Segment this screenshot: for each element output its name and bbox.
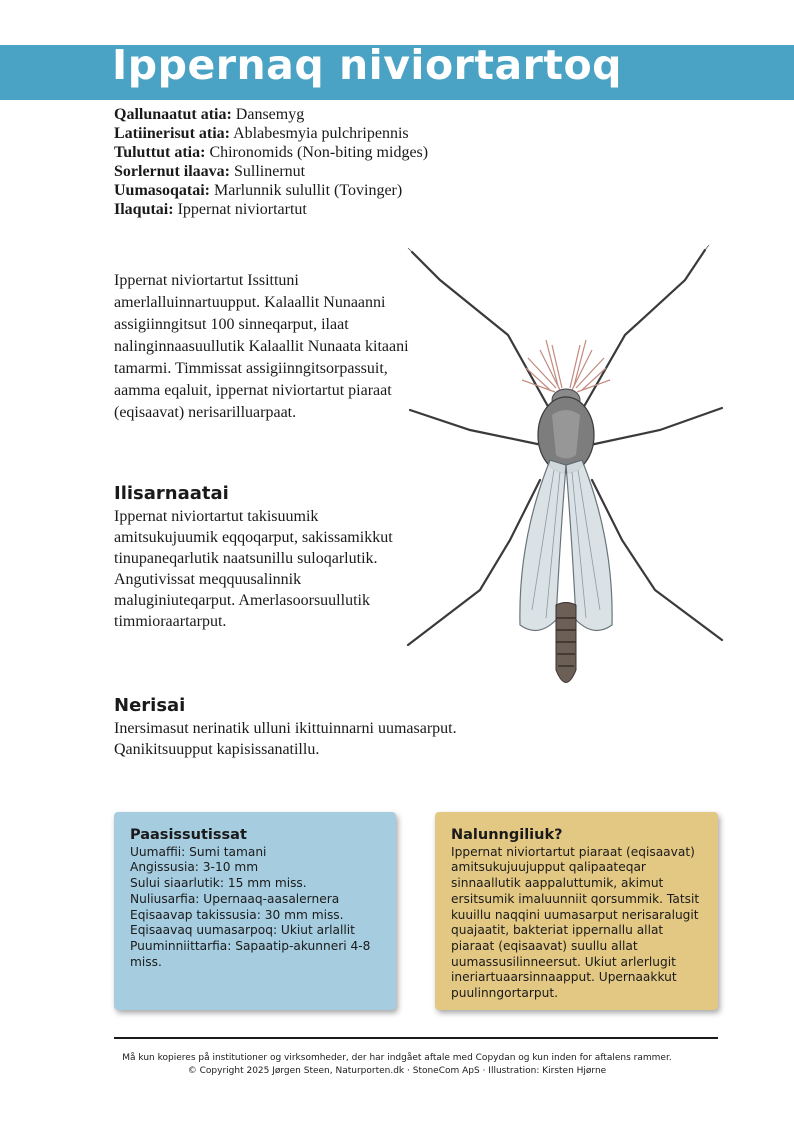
footer-divider [114,1037,718,1039]
fact-group [114,162,674,181]
fact-danish-name [114,105,674,124]
section-heading-food: Nerisai [114,695,186,716]
facts-box-line: Uumaffii: Sumi tamani [130,844,267,859]
fact-value: Sullinernut [234,163,306,180]
facts-box-line: Eqisaavap takissusia: 30 mm miss. [130,907,344,922]
fact-label: Uumasoqatai: [114,182,211,199]
footer [0,1052,794,1078]
fact-english-name [114,143,674,162]
section-text-appearance: Ippernat niviortartut takisuumik amitsukujuumik eqqoqarput, sakissamikkut tinupaneqarlutik naatsunillu suloqarlutik. Angutivissat meqquusalinnik maluginiuteqarput. Amerlasoorsuullutik timmioraartarput. [114,508,393,630]
fact-family [114,200,674,219]
fact-order [114,181,674,200]
fact-value: Dansemyg [235,106,305,123]
mosquito-illustration [400,240,730,700]
page-title: Ippernaq niviortartoq [112,41,622,89]
fact-value: Chironomids (Non-biting midges) [209,144,429,161]
did-you-know-heading: Nalunngiliuk? [451,827,563,843]
facts-box-line: Puuminniittarfia: Sapaatip-akunneri 4-8 miss. [130,938,371,969]
fact-value: Ablabesmyia pulchripennis [233,125,409,142]
did-you-know-text: Ippernat niviortartut piaraat (eqisaavat) amitsukujuujupput qalipaateqar sinnaallutik aappaluttumik, akimut ersitsumik imaluunniit qorsummik. Tatsit kuuillu naqqini uumasarput nerisaralugit quajaatit, bakteriat ippernallu allat piaraat (eqisaavat) suullu allat uumassusilinneersut. Ukiut arlerlugit ineriartuaarsinnaapput. Upernaakkut puulinngortarput. [451,844,700,1001]
facts-box [114,812,396,1010]
intro-paragraph: Ippernat niviortartut Issittuni amerlalluinnartuupput. Kalaallit Nunaanni assigiinngitsut 100 sinneqarput, ilaat nalinginnaasuullutik Kalaallit Nunaata kitaani tamarmi. Timmissat assigiinngitsorpassuit, aamma eqaluit, ippernat niviortartut piaraat (eqisaavat) nerisarilluarpaat. [114,272,409,421]
facts-box-heading: Paasissutissat [130,827,247,843]
fact-label: Sorlernut ilaava: [114,163,230,180]
fact-label: Latiinerisut atia: [114,125,230,142]
facts-box-line: Angissusia: 3-10 mm [130,860,259,875]
did-you-know-box [435,812,718,1010]
fact-label: Qallunaatut atia: [114,106,232,123]
fact-label: Ilaqutai: [114,201,174,218]
fact-value: Marlunnik sulullit (Tovinger) [214,182,403,199]
fact-value: Ippernat niviortartut [173,201,307,218]
fact-label: Tuluttut atia: [114,144,206,161]
facts-box-line: Sului siaarlutik: 15 mm miss. [130,876,307,891]
section-text-food: Inersimasut nerinatik ulluni ikittuinnarni uumasarput. Qanikitsuupput kapisissanatillu. [114,720,457,758]
facts-box-line: Eqisaavaq uumasarpoq: Ukiut arlallit [130,923,355,938]
footer-copyright: © Copyright 2025 Jørgen Steen, Naturporten.dk · StoneCom ApS · Illustration: Kirsten Hjørne [187,1066,607,1076]
footer-license: Må kun kopieres på institutioner og virksomheder, der har indgået aftale med Copydan og kun inden for aftalens rammer. [122,1053,672,1063]
title-banner [0,41,794,100]
fact-latin-name [114,124,674,143]
section-heading-appearance: Ilisarnaatai [114,483,229,504]
facts-box-line: Nuliusarfia: Upernaaq-aasalernera [130,891,340,906]
species-facts [114,105,674,219]
